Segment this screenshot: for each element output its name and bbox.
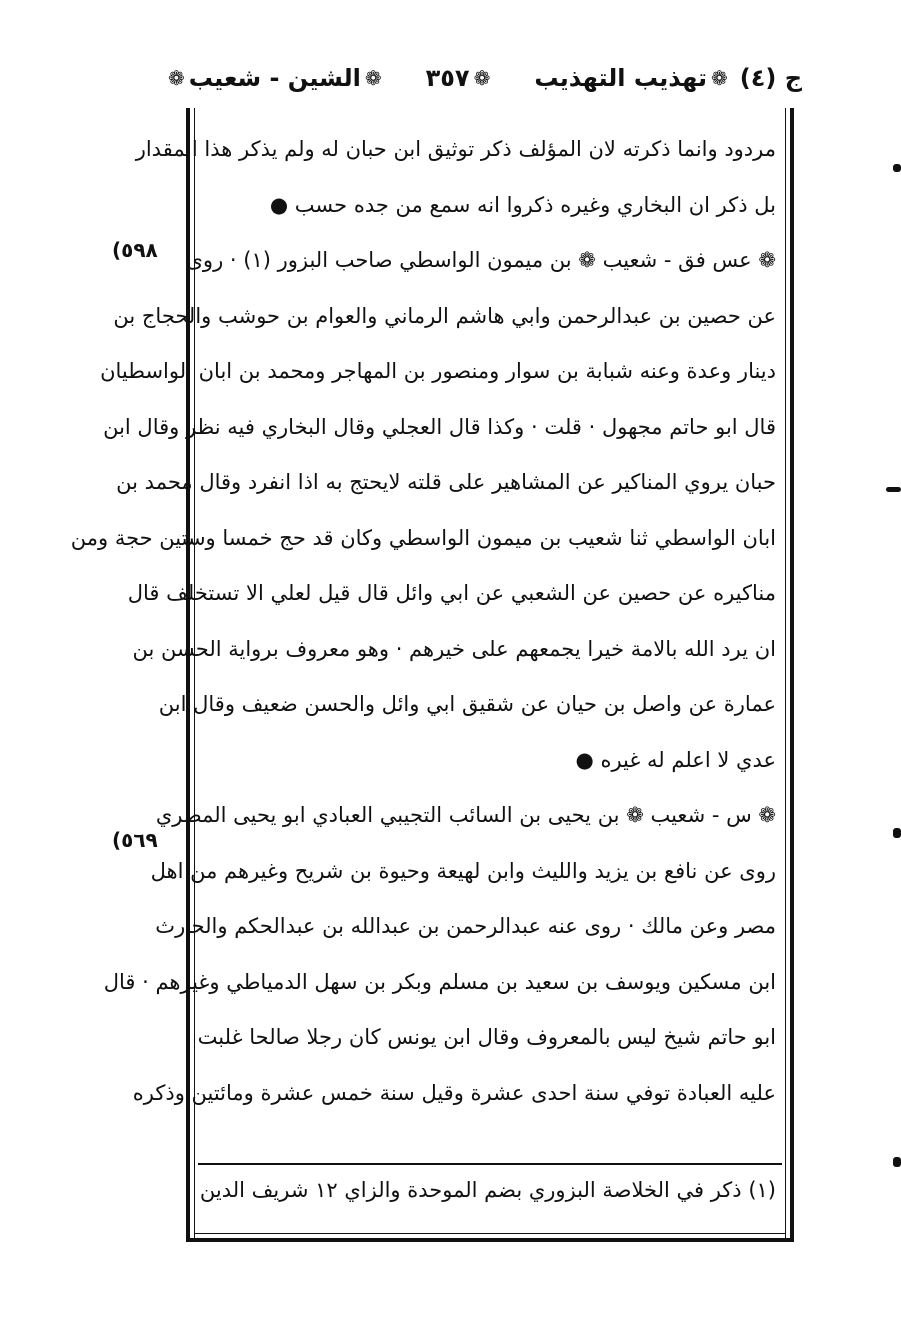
margin-entry-number: (٥٦٩ <box>112 828 158 852</box>
text-line: قال ابو حاتم مجهول · قلت · وكذا قال العجلي وقال البخاري فيه نظر وقال ابن <box>103 414 776 439</box>
volume-label: ج (٤) <box>739 64 802 92</box>
text-line: بل ذكر ان البخاري وغيره ذكروا انه سمع من جده حسب ● <box>269 192 776 217</box>
margin-entry-number: (٥٩٨ <box>112 238 158 262</box>
text-line: ابو حاتم شيخ ليس بالمعروف وقال ابن يونس كان رجلا صالحا غلبت <box>197 1025 776 1049</box>
text-line: عليه العبادة توفي سنة احدى عشرة وقيل سنة خمس عشرة ومائتين وذكره <box>132 1080 776 1105</box>
ornament-icon: ❁ <box>364 66 382 90</box>
text-line: روى عن نافع بن يزيد والليث وابن لهيعة وحيوة بن شريح وغيرهم من اهل <box>150 858 776 883</box>
text-line: ابان الواسطي ثنا شعيب بن ميمون الواسطي وكان قد حج خمسا وستين حجة ومن <box>70 525 776 550</box>
ornament-icon: ❁ <box>710 66 728 90</box>
ornament-icon: ❁ <box>168 66 185 90</box>
text-line: مناكيره عن حصين عن الشعبي عن ابي وائل قال قيل لعلي الا تستخلف قال <box>127 581 776 605</box>
text-line: دينار وعدة وعنه شبابة بن سوار ومنصور بن المهاجر ومحمد بن ابان الواسطيان <box>100 359 776 383</box>
chapter-title: الشين - شعيب <box>188 64 361 92</box>
footnote: (١) ذكر في الخلاصة البزوري بضم الموحدة والزاي ١٢ شريف الدين <box>199 1178 776 1202</box>
text-line: ابن مسكين ويوسف بن سعيد بن مسلم وبكر بن سهل الدمياطي وغيرهم · قال <box>103 969 776 994</box>
page-number: ٣٥٧ <box>425 64 470 92</box>
text-line: ان يرد الله بالامة خيرا يجمعهم على خيرهم · وهو معروف برواية الحسن بن <box>132 636 776 661</box>
entry-heading-line: ❁ عس فق - شعيب ❁ بن ميمون الواسطي صاحب البزور (١) · روى <box>186 248 776 272</box>
text-line: مردود وانما ذكرته لان المؤلف ذكر توثيق ابن حبان له ولم يذكر هذا المقدار <box>135 137 776 161</box>
text-line: مصر وعن مالك · روى عنه عبدالرحمن بن عبدالله بن عبدالحكم والحارث <box>155 914 776 938</box>
text-line: عمارة عن واصل بن حيان عن شقيق ابي وائل والحسن ضعيف وقال ابن <box>158 692 776 716</box>
ornament-icon: ❁ <box>473 66 491 90</box>
text-line: عدي لا اعلم له غيره ● <box>575 747 776 772</box>
text-line: عن حصين بن عبدالرحمن وابي هاشم الرماني والعوام بن حوشب والحجاج بن <box>113 303 776 328</box>
footnote-divider <box>198 1163 782 1165</box>
scan-mark <box>893 164 901 172</box>
book-title: تهذيب التهذيب <box>534 64 707 92</box>
entry-heading-line: ❁ س - شعيب ❁ بن يحيى بن السائب التجيبي العبادي ابو يحيى المصري <box>155 803 776 827</box>
scan-mark <box>893 828 901 838</box>
scan-mark <box>893 1157 901 1167</box>
text-line: حبان يروي المناكير عن المشاهير على قلته لايحتج به اذا انفرد وقال محمد بن <box>116 470 776 494</box>
scan-mark <box>886 487 901 492</box>
running-header <box>160 58 802 98</box>
